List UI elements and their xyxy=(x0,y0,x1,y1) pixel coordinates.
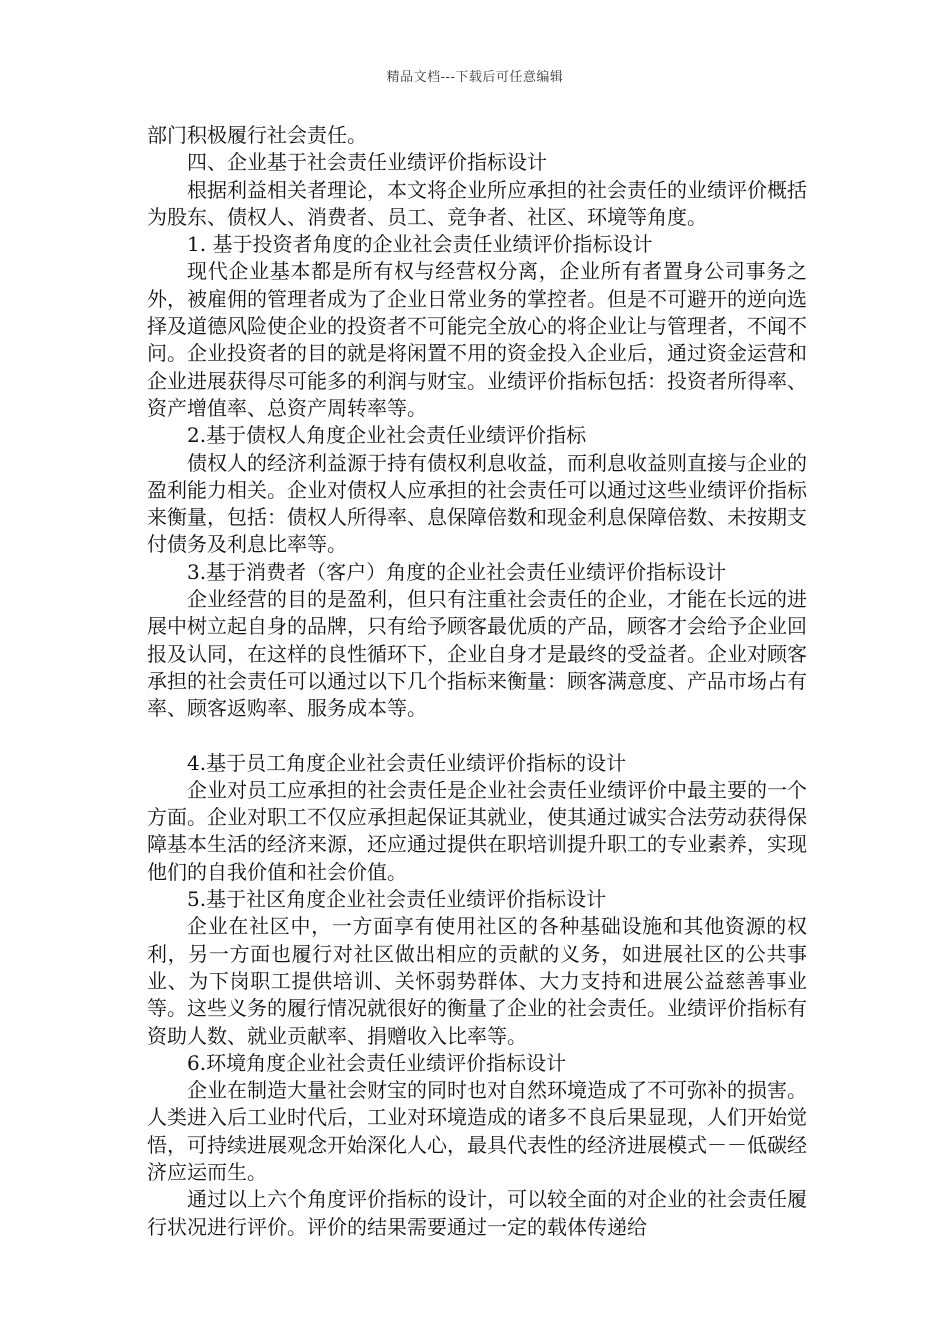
subheading-creditor: 2.基于债权人角度企业社会责任业绩评价指标 xyxy=(187,423,587,448)
paragraph-environment: 企业在制造大量社会财宝的同时也对自然环境造成了不可弥补的损害。人类进入后工业时代后，工业对环境造成的诸多不良后果显现，人们开始觉悟，可持续进展观念开始深化人心，最具代表性的经济进展模式－－低碳经济应运而生。 xyxy=(147,1078,807,1184)
paragraph-employee: 企业对员工应承担的社会责任是企业社会责任业绩评价中最主要的一个方面。企业对职工不仅应承担起保证其就业，使其通过诚实合法劳动获得保障基本生活的经济来源，还应通过提供在职培训提升职工的专业素养，实现他们的自我价值和社会价值。 xyxy=(147,777,807,884)
paragraph-consumer: 企业经营的目的是盈利，但只有注重社会责任的企业，才能在长远的进展中树立起自身的品牌，只有给予顾客最优质的产品，顾客才会给予企业回报及认同，在这样的良性循环下，企业自身才是最终的受益者。企业对顾客承担的社会责任可以通过以下几个指标来衡量：顾客满意度、产品市场占有率、顾客返购率、服务成本等。 xyxy=(147,587,807,721)
subheading-community: 5.基于社区角度企业社会责任业绩评价指标设计 xyxy=(187,887,607,912)
paragraph-creditor: 债权人的经济利益源于持有债权利息收益，而利息收益则直接与企业的盈利能力相关。企业对债权人应承担的社会责任可以通过这些业绩评价指标来衡量，包括：债权人所得率、息保障倍数和现金利息保障倍数、未按期支付债务及利息比率等。 xyxy=(147,450,807,557)
paragraph-community: 企业在社区中，一方面享有使用社区的各种基础设施和其他资源的权利，另一方面也履行对社区做出相应的贡献的义务，如进展社区的公共事业、为下岗职工提供培训、关怀弱势群体、大力支持和进展公益慈善事业等。这些义务的履行情况就很好的衡量了企业的社会责任。业绩评价指标有资助人数、就业贡献率、捐赠收入比率等。 xyxy=(147,914,807,1048)
subheading-employee: 4.基于员工角度企业社会责任业绩评价指标的设计 xyxy=(187,750,627,775)
page-header: 精品文档---下载后可任意编辑 xyxy=(386,70,564,85)
subheading-consumer: 3.基于消费者（客户）角度的企业社会责任业绩评价指标设计 xyxy=(187,559,727,584)
paragraph-conclusion: 通过以上六个角度评价指标的设计，可以较全面的对企业的社会责任履行状况进行评价。评价的结果需要通过一定的载体传递给 xyxy=(147,1187,807,1239)
paragraph-intro: 根据利益相关者理论，本文将企业所应承担的社会责任的业绩评价概括为股东、债权人、消费者、员工、竞争者、社区、环境等角度。 xyxy=(147,177,807,229)
document-body xyxy=(147,122,807,1241)
paragraph-investor: 现代企业基本都是所有权与经营权分离，企业所有者置身公司事务之外，被雇佣的管理者成为了企业日常业务的掌控者。但是不可避开的逆向选择及道德风险使企业的投资者不可能完全放心的将企业让与管理者，不闻不问。企业投资者的目的就是将闲置不用的资金投入企业后，通过资金运营和企业进展获得尽可能多的利润与财宝。业绩评价指标包括：投资者所得率、资产增值率、总资产周转率等。 xyxy=(147,259,807,420)
subheading-investor: 1. 基于投资者角度的企业社会责任业绩评价指标设计 xyxy=(187,232,653,257)
paragraph-continuation: 部门积极履行社会责任。 xyxy=(147,123,367,147)
section-heading-4: 四、企业基于社会责任业绩评价指标设计 xyxy=(187,150,547,175)
subheading-environment: 6.环境角度企业社会责任业绩评价指标设计 xyxy=(187,1050,567,1075)
